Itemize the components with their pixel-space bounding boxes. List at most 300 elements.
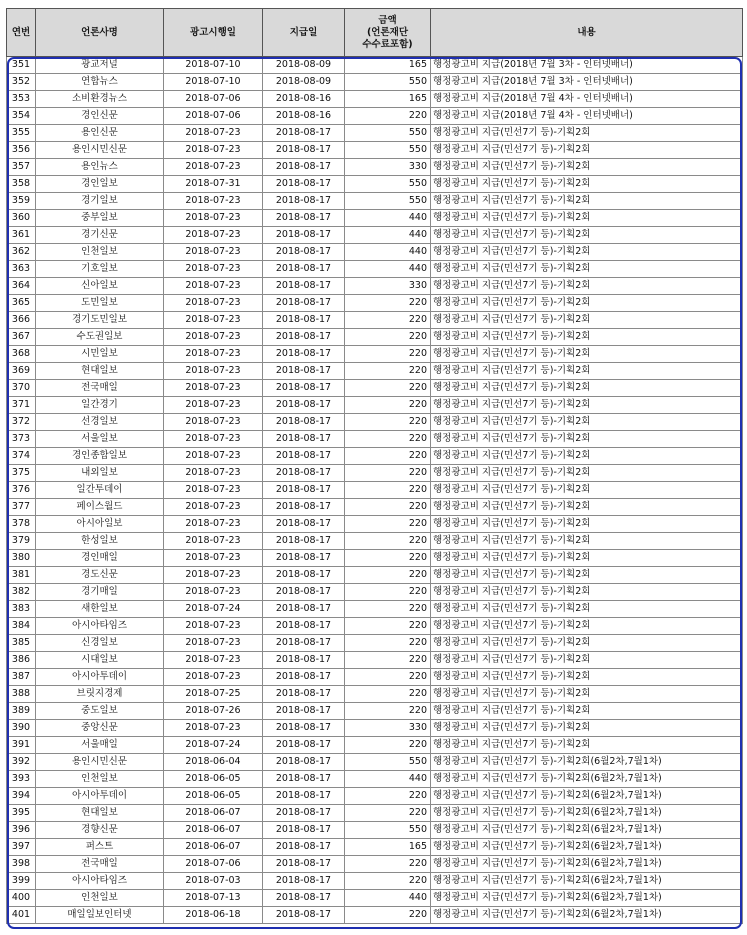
cell-media: 현대일보 xyxy=(36,363,164,380)
table-row xyxy=(7,737,743,754)
cell-ad-date: 2018-07-26 xyxy=(164,703,263,720)
cell-desc: 행정광고비 지급(민선7기 등)-기획2회 xyxy=(431,363,743,380)
cell-amount: 165 xyxy=(345,839,431,856)
cell-amount: 220 xyxy=(345,737,431,754)
cell-no: 354 xyxy=(7,108,36,125)
cell-desc: 행정광고비 지급(민선7기 등)-기획2회 xyxy=(431,295,743,312)
cell-desc: 행정광고비 지급(민선7기 등)-기획2회 xyxy=(431,312,743,329)
cell-ad-date: 2018-07-23 xyxy=(164,533,263,550)
cell-media: 한성일보 xyxy=(36,533,164,550)
cell-amount: 220 xyxy=(345,669,431,686)
cell-pay-date: 2018-08-17 xyxy=(263,499,345,516)
table-row xyxy=(7,346,743,363)
cell-no: 353 xyxy=(7,91,36,108)
cell-desc: 행정광고비 지급(민선7기 등)-기획2회 xyxy=(431,482,743,499)
cell-amount: 440 xyxy=(345,210,431,227)
cell-ad-date: 2018-07-23 xyxy=(164,159,263,176)
cell-no: 362 xyxy=(7,244,36,261)
cell-pay-date: 2018-08-17 xyxy=(263,890,345,907)
cell-desc: 행정광고비 지급(민선7기 등)-기획2회 xyxy=(431,703,743,720)
cell-pay-date: 2018-08-17 xyxy=(263,142,345,159)
cell-desc: 행정광고비 지급(민선7기 등)-기획2회 xyxy=(431,431,743,448)
cell-no: 379 xyxy=(7,533,36,550)
cell-no: 388 xyxy=(7,686,36,703)
table-row xyxy=(7,499,743,516)
cell-desc: 행정광고비 지급(민선7기 등)-기획2회 xyxy=(431,652,743,669)
cell-media: 브릿지경제 xyxy=(36,686,164,703)
cell-ad-date: 2018-07-10 xyxy=(164,57,263,74)
cell-desc: 행정광고비 지급(민선7기 등)-기획2회 xyxy=(431,618,743,635)
cell-ad-date: 2018-07-24 xyxy=(164,601,263,618)
cell-pay-date: 2018-08-17 xyxy=(263,567,345,584)
cell-pay-date: 2018-08-17 xyxy=(263,805,345,822)
cell-desc: 행정광고비 지급(민선7기 등)-기획2회 xyxy=(431,686,743,703)
cell-pay-date: 2018-08-17 xyxy=(263,210,345,227)
table-row xyxy=(7,703,743,720)
cell-ad-date: 2018-07-23 xyxy=(164,397,263,414)
cell-no: 393 xyxy=(7,771,36,788)
cell-no: 383 xyxy=(7,601,36,618)
cell-ad-date: 2018-07-23 xyxy=(164,635,263,652)
cell-media: 소비환경뉴스 xyxy=(36,91,164,108)
cell-no: 364 xyxy=(7,278,36,295)
cell-media: 신아일보 xyxy=(36,278,164,295)
cell-ad-date: 2018-07-23 xyxy=(164,312,263,329)
table-row xyxy=(7,771,743,788)
cell-media: 중부일보 xyxy=(36,210,164,227)
table-row xyxy=(7,839,743,856)
cell-ad-date: 2018-07-23 xyxy=(164,584,263,601)
table-row xyxy=(7,618,743,635)
cell-media: 페이스월드 xyxy=(36,499,164,516)
cell-no: 365 xyxy=(7,295,36,312)
cell-ad-date: 2018-07-23 xyxy=(164,261,263,278)
table-row xyxy=(7,159,743,176)
cell-no: 370 xyxy=(7,380,36,397)
cell-ad-date: 2018-07-23 xyxy=(164,618,263,635)
table-row xyxy=(7,669,743,686)
cell-pay-date: 2018-08-17 xyxy=(263,873,345,890)
table-row xyxy=(7,108,743,125)
cell-amount: 220 xyxy=(345,482,431,499)
cell-no: 391 xyxy=(7,737,36,754)
table-row xyxy=(7,414,743,431)
cell-amount: 220 xyxy=(345,601,431,618)
cell-pay-date: 2018-08-17 xyxy=(263,550,345,567)
cell-desc: 행정광고비 지급(민선7기 등)-기획2회 xyxy=(431,533,743,550)
cell-pay-date: 2018-08-17 xyxy=(263,278,345,295)
cell-pay-date: 2018-08-17 xyxy=(263,193,345,210)
table-row xyxy=(7,788,743,805)
cell-media: 아시아투데이 xyxy=(36,669,164,686)
cell-media: 인천일보 xyxy=(36,771,164,788)
cell-media: 서울일보 xyxy=(36,431,164,448)
cell-pay-date: 2018-08-17 xyxy=(263,312,345,329)
table-row xyxy=(7,329,743,346)
cell-media: 경기도민일보 xyxy=(36,312,164,329)
cell-amount: 550 xyxy=(345,142,431,159)
cell-pay-date: 2018-08-17 xyxy=(263,346,345,363)
cell-no: 357 xyxy=(7,159,36,176)
cell-no: 398 xyxy=(7,856,36,873)
cell-ad-date: 2018-07-23 xyxy=(164,227,263,244)
cell-ad-date: 2018-07-23 xyxy=(164,210,263,227)
cell-desc: 행정광고비 지급(민선7기 등)-기획2회 xyxy=(431,448,743,465)
cell-no: 399 xyxy=(7,873,36,890)
cell-amount: 220 xyxy=(345,618,431,635)
cell-no: 389 xyxy=(7,703,36,720)
cell-pay-date: 2018-08-17 xyxy=(263,635,345,652)
cell-no: 401 xyxy=(7,907,36,924)
cell-media: 일간경기 xyxy=(36,397,164,414)
cell-media: 경향신문 xyxy=(36,822,164,839)
cell-no: 395 xyxy=(7,805,36,822)
cell-pay-date: 2018-08-17 xyxy=(263,822,345,839)
table-row xyxy=(7,805,743,822)
cell-media: 새한일보 xyxy=(36,601,164,618)
cell-ad-date: 2018-07-23 xyxy=(164,465,263,482)
table-row xyxy=(7,261,743,278)
cell-media: 시대일보 xyxy=(36,652,164,669)
table-row xyxy=(7,125,743,142)
cell-ad-date: 2018-07-23 xyxy=(164,720,263,737)
cell-media: 도민일보 xyxy=(36,295,164,312)
cell-amount: 330 xyxy=(345,278,431,295)
cell-pay-date: 2018-08-17 xyxy=(263,516,345,533)
cell-no: 366 xyxy=(7,312,36,329)
table-row xyxy=(7,363,743,380)
cell-no: 367 xyxy=(7,329,36,346)
cell-amount: 440 xyxy=(345,890,431,907)
cell-desc: 행정광고비 지급(민선7기 등)-기획2회 xyxy=(431,278,743,295)
cell-amount: 220 xyxy=(345,533,431,550)
table-row xyxy=(7,244,743,261)
ad-payment-sheet xyxy=(6,8,742,924)
table-row xyxy=(7,380,743,397)
cell-no: 377 xyxy=(7,499,36,516)
cell-ad-date: 2018-07-23 xyxy=(164,125,263,142)
cell-amount: 220 xyxy=(345,907,431,924)
cell-pay-date: 2018-08-17 xyxy=(263,465,345,482)
table-row xyxy=(7,550,743,567)
cell-no: 371 xyxy=(7,397,36,414)
cell-ad-date: 2018-07-23 xyxy=(164,448,263,465)
cell-amount: 550 xyxy=(345,125,431,142)
cell-pay-date: 2018-08-17 xyxy=(263,669,345,686)
cell-media: 내외일보 xyxy=(36,465,164,482)
cell-media: 전국매일 xyxy=(36,380,164,397)
cell-pay-date: 2018-08-17 xyxy=(263,584,345,601)
cell-no: 363 xyxy=(7,261,36,278)
cell-pay-date: 2018-08-17 xyxy=(263,754,345,771)
cell-ad-date: 2018-07-06 xyxy=(164,108,263,125)
table-row xyxy=(7,584,743,601)
cell-amount: 220 xyxy=(345,329,431,346)
cell-desc: 행정광고비 지급(민선7기 등)-기획2회 xyxy=(431,516,743,533)
table-row xyxy=(7,74,743,91)
cell-media: 전국매일 xyxy=(36,856,164,873)
table-row xyxy=(7,567,743,584)
table-row xyxy=(7,91,743,108)
table-row xyxy=(7,193,743,210)
ad-payment-table xyxy=(6,8,743,924)
cell-no: 381 xyxy=(7,567,36,584)
cell-no: 352 xyxy=(7,74,36,91)
table-body xyxy=(7,57,743,924)
cell-media: 경도신문 xyxy=(36,567,164,584)
cell-pay-date: 2018-08-17 xyxy=(263,788,345,805)
cell-amount: 440 xyxy=(345,244,431,261)
cell-amount: 220 xyxy=(345,346,431,363)
cell-amount: 220 xyxy=(345,108,431,125)
cell-pay-date: 2018-08-17 xyxy=(263,380,345,397)
cell-desc: 행정광고비 지급(민선7기 등)-기획2회 xyxy=(431,159,743,176)
cell-pay-date: 2018-08-17 xyxy=(263,159,345,176)
cell-desc: 행정광고비 지급(민선7기 등)-기획2회 xyxy=(431,499,743,516)
cell-ad-date: 2018-07-03 xyxy=(164,873,263,890)
cell-ad-date: 2018-07-23 xyxy=(164,244,263,261)
cell-desc: 행정광고비 지급(민선7기 등)-기획2회(6월2차,7월1차) xyxy=(431,822,743,839)
cell-amount: 220 xyxy=(345,567,431,584)
table-row xyxy=(7,397,743,414)
cell-amount: 220 xyxy=(345,414,431,431)
cell-media: 수도권일보 xyxy=(36,329,164,346)
cell-pay-date: 2018-08-09 xyxy=(263,57,345,74)
cell-media: 경기매일 xyxy=(36,584,164,601)
cell-media: 연합뉴스 xyxy=(36,74,164,91)
cell-ad-date: 2018-07-23 xyxy=(164,363,263,380)
cell-pay-date: 2018-08-17 xyxy=(263,414,345,431)
cell-amount: 220 xyxy=(345,295,431,312)
cell-ad-date: 2018-07-23 xyxy=(164,499,263,516)
cell-desc: 행정광고비 지급(민선7기 등)-기획2회 xyxy=(431,125,743,142)
cell-amount: 220 xyxy=(345,703,431,720)
cell-ad-date: 2018-06-07 xyxy=(164,805,263,822)
cell-desc: 행정광고비 지급(민선7기 등)-기획2회 xyxy=(431,329,743,346)
table-row xyxy=(7,465,743,482)
cell-desc: 행정광고비 지급(2018년 7월 4차 - 인터넷배너) xyxy=(431,108,743,125)
cell-desc: 행정광고비 지급(민선7기 등)-기획2회 xyxy=(431,720,743,737)
cell-no: 361 xyxy=(7,227,36,244)
header-pay-date: 지급일 xyxy=(263,9,345,57)
cell-desc: 행정광고비 지급(민선7기 등)-기획2회(6월2차,7월1차) xyxy=(431,805,743,822)
cell-no: 396 xyxy=(7,822,36,839)
table-row xyxy=(7,227,743,244)
table-row xyxy=(7,176,743,193)
cell-no: 376 xyxy=(7,482,36,499)
cell-ad-date: 2018-06-05 xyxy=(164,788,263,805)
cell-media: 일간투데이 xyxy=(36,482,164,499)
cell-no: 360 xyxy=(7,210,36,227)
header-amount-line3: 수수료포함) xyxy=(362,38,413,50)
cell-desc: 행정광고비 지급(민선7기 등)-기획2회 xyxy=(431,414,743,431)
cell-media: 경인신문 xyxy=(36,108,164,125)
cell-no: 356 xyxy=(7,142,36,159)
cell-desc: 행정광고비 지급(2018년 7월 3차 - 인터넷배너) xyxy=(431,57,743,74)
cell-media: 인천일보 xyxy=(36,244,164,261)
cell-media: 퍼스트 xyxy=(36,839,164,856)
cell-amount: 220 xyxy=(345,380,431,397)
cell-no: 355 xyxy=(7,125,36,142)
cell-amount: 220 xyxy=(345,788,431,805)
cell-ad-date: 2018-07-23 xyxy=(164,550,263,567)
cell-no: 372 xyxy=(7,414,36,431)
table-row xyxy=(7,448,743,465)
cell-desc: 행정광고비 지급(민선7기 등)-기획2회 xyxy=(431,397,743,414)
cell-media: 시민일보 xyxy=(36,346,164,363)
table-row xyxy=(7,601,743,618)
header-amount-line2: (언론재단 xyxy=(366,26,409,38)
cell-ad-date: 2018-07-23 xyxy=(164,567,263,584)
table-row xyxy=(7,720,743,737)
table-row xyxy=(7,533,743,550)
cell-amount: 220 xyxy=(345,516,431,533)
cell-no: 351 xyxy=(7,57,36,74)
cell-desc: 행정광고비 지급(민선7기 등)-기획2회(6월2차,7월1차) xyxy=(431,788,743,805)
table-row xyxy=(7,482,743,499)
cell-media: 신경일보 xyxy=(36,635,164,652)
cell-media: 용인뉴스 xyxy=(36,159,164,176)
cell-desc: 행정광고비 지급(민선7기 등)-기획2회 xyxy=(431,669,743,686)
cell-no: 375 xyxy=(7,465,36,482)
cell-media: 현대일보 xyxy=(36,805,164,822)
cell-no: 397 xyxy=(7,839,36,856)
cell-media: 매일일보인터넷 xyxy=(36,907,164,924)
cell-ad-date: 2018-07-23 xyxy=(164,652,263,669)
cell-pay-date: 2018-08-17 xyxy=(263,125,345,142)
cell-desc: 행정광고비 지급(민선7기 등)-기획2회 xyxy=(431,601,743,618)
cell-no: 390 xyxy=(7,720,36,737)
cell-amount: 440 xyxy=(345,261,431,278)
cell-pay-date: 2018-08-16 xyxy=(263,91,345,108)
cell-media: 아시아타임즈 xyxy=(36,873,164,890)
cell-media: 광교저널 xyxy=(36,57,164,74)
cell-ad-date: 2018-06-04 xyxy=(164,754,263,771)
cell-no: 392 xyxy=(7,754,36,771)
cell-amount: 440 xyxy=(345,227,431,244)
table-row xyxy=(7,873,743,890)
cell-media: 아시아투데이 xyxy=(36,788,164,805)
cell-amount: 220 xyxy=(345,635,431,652)
cell-media: 경인일보 xyxy=(36,176,164,193)
cell-no: 384 xyxy=(7,618,36,635)
cell-amount: 440 xyxy=(345,771,431,788)
cell-pay-date: 2018-08-17 xyxy=(263,448,345,465)
cell-desc: 행정광고비 지급(민선7기 등)-기획2회 xyxy=(431,142,743,159)
cell-pay-date: 2018-08-17 xyxy=(263,295,345,312)
cell-ad-date: 2018-06-07 xyxy=(164,839,263,856)
table-row xyxy=(7,142,743,159)
cell-pay-date: 2018-08-17 xyxy=(263,329,345,346)
cell-pay-date: 2018-08-17 xyxy=(263,397,345,414)
cell-amount: 220 xyxy=(345,550,431,567)
cell-pay-date: 2018-08-17 xyxy=(263,363,345,380)
table-row xyxy=(7,890,743,907)
cell-ad-date: 2018-07-25 xyxy=(164,686,263,703)
cell-desc: 행정광고비 지급(민선7기 등)-기획2회 xyxy=(431,244,743,261)
header-amount xyxy=(345,9,431,57)
cell-desc: 행정광고비 지급(민선7기 등)-기획2회 xyxy=(431,380,743,397)
cell-pay-date: 2018-08-16 xyxy=(263,108,345,125)
cell-no: 386 xyxy=(7,652,36,669)
cell-no: 394 xyxy=(7,788,36,805)
table-row xyxy=(7,754,743,771)
cell-desc: 행정광고비 지급(민선7기 등)-기획2회(6월2차,7월1차) xyxy=(431,856,743,873)
cell-ad-date: 2018-07-06 xyxy=(164,91,263,108)
cell-media: 용인시민신문 xyxy=(36,142,164,159)
cell-ad-date: 2018-07-24 xyxy=(164,737,263,754)
header-desc: 내용 xyxy=(431,9,743,57)
cell-amount: 220 xyxy=(345,397,431,414)
header-media: 언론사명 xyxy=(36,9,164,57)
cell-no: 369 xyxy=(7,363,36,380)
cell-amount: 220 xyxy=(345,856,431,873)
table-row xyxy=(7,278,743,295)
cell-desc: 행정광고비 지급(민선7기 등)-기획2회 xyxy=(431,465,743,482)
table-row xyxy=(7,312,743,329)
cell-pay-date: 2018-08-17 xyxy=(263,839,345,856)
cell-ad-date: 2018-07-23 xyxy=(164,669,263,686)
cell-desc: 행정광고비 지급(민선7기 등)-기획2회 xyxy=(431,635,743,652)
cell-no: 359 xyxy=(7,193,36,210)
cell-amount: 330 xyxy=(345,159,431,176)
cell-ad-date: 2018-07-23 xyxy=(164,346,263,363)
table-row xyxy=(7,822,743,839)
cell-media: 아시아타임즈 xyxy=(36,618,164,635)
cell-media: 선경일보 xyxy=(36,414,164,431)
cell-pay-date: 2018-08-17 xyxy=(263,533,345,550)
cell-desc: 행정광고비 지급(민선7기 등)-기획2회 xyxy=(431,550,743,567)
table-row xyxy=(7,907,743,924)
cell-pay-date: 2018-08-17 xyxy=(263,482,345,499)
cell-desc: 행정광고비 지급(민선7기 등)-기획2회(6월2차,7월1차) xyxy=(431,754,743,771)
header-no: 연번 xyxy=(7,9,36,57)
cell-media: 경기신문 xyxy=(36,227,164,244)
table-row xyxy=(7,431,743,448)
cell-media: 용인시민신문 xyxy=(36,754,164,771)
cell-desc: 행정광고비 지급(민선7기 등)-기획2회 xyxy=(431,584,743,601)
cell-no: 368 xyxy=(7,346,36,363)
cell-desc: 행정광고비 지급(민선7기 등)-기획2회(6월2차,7월1차) xyxy=(431,839,743,856)
cell-ad-date: 2018-07-23 xyxy=(164,380,263,397)
table-row xyxy=(7,856,743,873)
table-row xyxy=(7,295,743,312)
cell-ad-date: 2018-07-23 xyxy=(164,482,263,499)
cell-ad-date: 2018-07-06 xyxy=(164,856,263,873)
table-row xyxy=(7,516,743,533)
cell-ad-date: 2018-07-23 xyxy=(164,278,263,295)
cell-ad-date: 2018-07-10 xyxy=(164,74,263,91)
cell-amount: 550 xyxy=(345,822,431,839)
cell-ad-date: 2018-06-18 xyxy=(164,907,263,924)
cell-desc: 행정광고비 지급(민선7기 등)-기획2회 xyxy=(431,176,743,193)
table-row xyxy=(7,57,743,74)
cell-ad-date: 2018-06-07 xyxy=(164,822,263,839)
cell-no: 387 xyxy=(7,669,36,686)
cell-desc: 행정광고비 지급(민선7기 등)-기획2회 xyxy=(431,261,743,278)
cell-amount: 550 xyxy=(345,754,431,771)
cell-ad-date: 2018-07-23 xyxy=(164,516,263,533)
cell-amount: 220 xyxy=(345,805,431,822)
cell-ad-date: 2018-07-23 xyxy=(164,431,263,448)
cell-desc: 행정광고비 지급(민선7기 등)-기획2회(6월2차,7월1차) xyxy=(431,907,743,924)
cell-amount: 220 xyxy=(345,584,431,601)
cell-ad-date: 2018-07-23 xyxy=(164,414,263,431)
header-row xyxy=(7,9,743,57)
cell-amount: 220 xyxy=(345,312,431,329)
cell-pay-date: 2018-08-17 xyxy=(263,856,345,873)
cell-no: 400 xyxy=(7,890,36,907)
